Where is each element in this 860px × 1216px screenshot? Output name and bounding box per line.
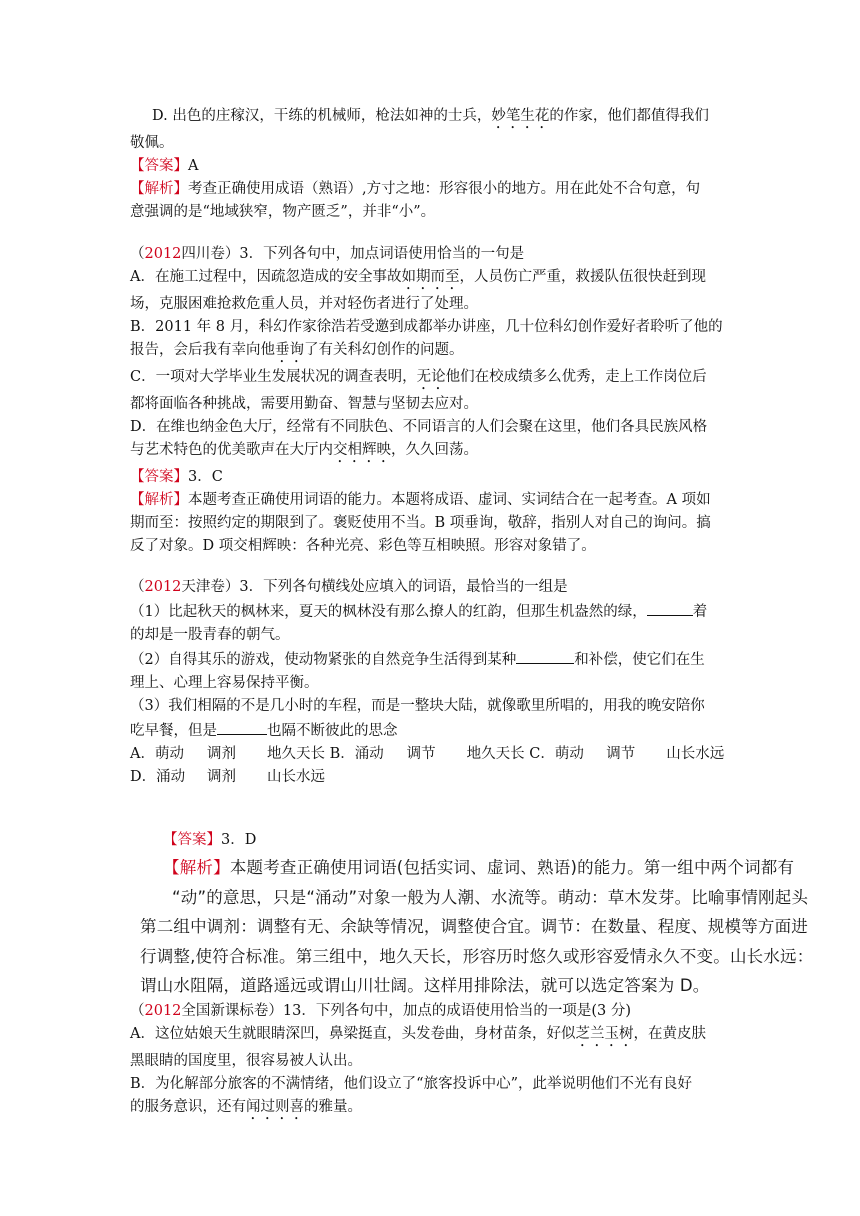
explanation-text: 本题考查正确使用词语(包括实词、虚词、熟语)的能力。第一组中两个词都有 xyxy=(229,858,795,877)
sentence-2-line-2: 理上、心理上容易保持平衡。 xyxy=(130,675,319,691)
explanation-text: 第二组中调剂：调整有无、余缺等情况，调整使合宜。调节：在数量、程度、规模等方面进 xyxy=(140,917,808,936)
dotted-idiom: 妙笔生花 xyxy=(491,108,550,124)
explanation-text: 期而至：按照约定的期限到了。褒贬使用不当。B 项垂询，敬辞，指别人对自己的询问。搞 xyxy=(130,515,711,531)
option-word-3: 山长水远 xyxy=(267,769,325,785)
fill-blank xyxy=(217,718,267,735)
option-b: B．2011 年 8 月，科幻作家徐浩若受邀到成都举办讲座，几十位科幻创作爱好者聆听了他的 xyxy=(130,319,723,335)
option-word-1: B．涌动 xyxy=(329,746,384,762)
option-word-3: 地久天长 xyxy=(267,746,325,762)
answer-value: 3．C xyxy=(188,469,223,485)
explanation-line xyxy=(130,489,736,512)
scanned-explanation xyxy=(140,853,814,1001)
question-stem: 全国新课标卷）13．下列各句中，加点的成语使用恰当的一项是(3 分) xyxy=(181,1003,632,1019)
bracket: （ xyxy=(130,1003,145,1019)
question-stem: 天津卷）3．下列各句横线处应填入的词语，最恰当的一组是 xyxy=(181,579,568,595)
question-block-2 xyxy=(130,243,736,558)
explanation-line xyxy=(130,178,736,201)
option-text: C．一项对大学毕业生发展状况的调查表明， xyxy=(130,369,417,385)
fill-blank xyxy=(516,647,574,664)
option-text: 与艺术特色的优美歌声在大厅内 xyxy=(130,442,333,458)
sentence-1-line-2: 的却是一股青春的朝气。 xyxy=(130,627,290,643)
option-word-2: 调节 xyxy=(606,746,636,762)
question-block-3 xyxy=(130,576,736,789)
explanation-text: 考查正确使用成语（熟语）,方寸之地：形容很小的地方。用在此处不合句意，句 xyxy=(188,181,701,197)
option-text: 的雅量。 xyxy=(304,1099,362,1115)
option-text: D. 出色的庄稼汉，干练的机械师，枪法如神的士兵， xyxy=(152,108,492,124)
explanation-tag: 【解析】 xyxy=(163,858,230,877)
answer-line xyxy=(130,466,736,489)
option-a xyxy=(130,1023,736,1050)
explanation-tag: 【解析】 xyxy=(130,181,188,197)
answer-line xyxy=(163,829,256,852)
sentence-text: （2）自得其乐的游戏，使动物紧张的自然竞争生活得到某种 xyxy=(130,652,517,668)
option-b: B．为化解部分旅客的不满情绪，他们设立了“旅客投诉中心”，此举说明他们不光有良好 xyxy=(130,1076,692,1092)
option-word-2: 调剂 xyxy=(207,746,236,762)
option-d xyxy=(130,766,325,789)
source-year: 2012 xyxy=(144,1003,182,1019)
answer-line xyxy=(130,155,736,178)
option-text: 他们在校成绩多么优秀，走上工作岗位后 xyxy=(445,369,707,385)
dotted-word: 如期而至 xyxy=(401,269,460,285)
answer-tag: 【答案】 xyxy=(130,469,188,485)
option-b xyxy=(330,743,525,766)
option-word-2: 调剂 xyxy=(207,769,236,785)
option-c xyxy=(130,366,736,393)
option-c xyxy=(529,743,724,766)
option-d-line-2: 敬佩。 xyxy=(130,135,174,151)
sentence-text: 也隔不断彼此的思念 xyxy=(267,723,398,739)
answer-tag: 【答案】 xyxy=(130,158,188,174)
bracket: （ xyxy=(130,579,145,595)
source-year: 2012 xyxy=(144,579,182,595)
option-a-line-2: 黑眼睛的国度里，很容易被人认出。 xyxy=(130,1053,362,1069)
sentence-text: 着 xyxy=(692,604,708,620)
option-d-line xyxy=(130,105,736,132)
option-b-line-2 xyxy=(130,339,736,366)
answer-value: A xyxy=(188,158,199,174)
sentence-3: （3）我们相隔的不是几小时的车程，而是一整块大陆，就像歌里所唱的，用我的晚安陪你 xyxy=(130,698,705,714)
explanation-text: 本题考查正确使用词语的能力。本题将成语、虚词、实词结合在一起考查。A 项如 xyxy=(188,492,711,508)
sentence-text: 吃早餐，但是 xyxy=(130,723,217,739)
option-text: ，久久回荡。 xyxy=(391,442,478,458)
sentence-2 xyxy=(130,647,736,672)
dotted-word: 垂询 xyxy=(275,342,304,358)
explanation-text: 反了对象。D 项交相辉映：各种光亮、彩色等互相映照。形容对象错了。 xyxy=(130,538,596,554)
option-word-1: C．萌动 xyxy=(529,746,584,762)
dotted-word: 交相辉映 xyxy=(333,442,391,458)
option-a xyxy=(130,266,736,293)
option-a-line-2: 场，克服困难抢救危重人员，并对轻伤者进行了处理。 xyxy=(130,296,478,312)
source-year: 2012 xyxy=(144,246,182,262)
option-word-3: 山长水远 xyxy=(666,746,725,762)
answer-tag: 【答案】 xyxy=(163,832,221,848)
option-a xyxy=(130,743,325,766)
question-block-1 xyxy=(130,105,736,224)
option-d: D．在维也纳金色大厅，经常有不同肤色、不同语言的人们会聚在这里，他们各具民族风格 xyxy=(130,419,708,435)
sentence-3-line-2 xyxy=(130,718,736,743)
option-text: ，在黄皮肤 xyxy=(633,1026,706,1042)
option-text: 的服务意识，还有 xyxy=(130,1099,246,1115)
option-text: 报告，会后我有幸向他 xyxy=(130,342,275,358)
dotted-idiom: 芝兰玉树 xyxy=(575,1026,634,1042)
option-word-1: D．涌动 xyxy=(130,769,186,785)
explanation-text: 谓山水阻隔，道路遥远或谓山川壮阔。这样用排除法，就可以选定答案为 D。 xyxy=(140,976,710,995)
explanation-line xyxy=(140,853,795,883)
explanation-text: 行调整,使符合标准。第三组中，地久天长，形容历时悠久或形容爱情永久不变。山长水远： xyxy=(140,946,814,966)
question-source xyxy=(130,1000,736,1023)
option-word-1: A．萌动 xyxy=(130,746,184,762)
dotted-word: 无论 xyxy=(416,369,446,385)
option-text: A．在施工过程中，因疏忽造成的安全事故 xyxy=(130,269,402,285)
question-stem: 四川卷）3．下列各句中，加点词语使用恰当的一句是 xyxy=(181,246,525,262)
option-c-line-2: 都将面临各种挑战，需要用勤奋、智慧与坚韧去应对。 xyxy=(130,396,478,412)
question-source xyxy=(130,576,736,599)
question-block-4 xyxy=(130,1000,736,1123)
sentence-text: （1）比起秋天的枫林来，夏天的枫林没有那么撩人的红韵，但那生机盎然的绿， xyxy=(130,604,647,620)
explanation-text: 意强调的是“地域狭窄，物产匮乏”，并非“小”。 xyxy=(130,204,436,220)
explanation-text: “动”的意思，只是“涌动”对象一般为人潮、水流等。萌动：草木发芽。比喻事情刚起头 xyxy=(172,887,809,907)
option-text: ，人员伤亡严重，救援队伍很快赶到现 xyxy=(459,269,706,285)
fill-blank xyxy=(647,599,693,616)
answer-value: 3．D xyxy=(221,832,257,848)
option-text: A．这位姑娘天生就眼睛深凹，鼻梁挺直，头发卷曲，身材苗条，好似 xyxy=(130,1026,576,1042)
option-word-3: 地久天长 xyxy=(466,746,525,762)
sentence-1 xyxy=(130,599,736,624)
sentence-text: 和补偿，使它们在生 xyxy=(574,652,705,668)
option-text: 的作家，他们都值得我们 xyxy=(549,108,709,124)
option-text: 了有关科幻创作的问题。 xyxy=(304,342,464,358)
dotted-idiom: 闻过则喜 xyxy=(246,1099,304,1115)
bracket: （ xyxy=(130,246,145,262)
option-d-line-2 xyxy=(130,439,736,466)
option-word-2: 调节 xyxy=(406,746,436,762)
explanation-tag: 【解析】 xyxy=(130,492,188,508)
option-b-line-2 xyxy=(130,1096,736,1123)
question-source xyxy=(130,243,736,266)
